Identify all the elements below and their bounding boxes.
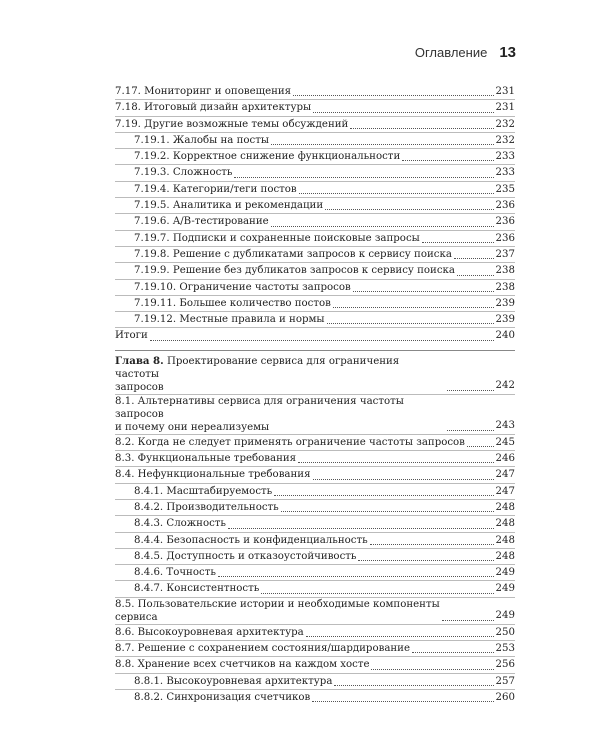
dot-leader — [234, 177, 493, 178]
toc-entry-8-4-7[interactable] — [115, 580, 515, 596]
toc-entry-8-2[interactable] — [115, 434, 515, 450]
toc-entry-page: 232 — [495, 134, 515, 146]
toc-entry-title: 7.17. Мониторинг и оповещения — [115, 86, 292, 97]
toc-entry-title: 8.4.3. Сложность — [134, 518, 226, 530]
dot-leader — [271, 144, 494, 145]
toc-entry-7-19-12[interactable] — [115, 311, 515, 327]
dot-leader — [454, 258, 494, 259]
toc-entry-7-19[interactable] — [115, 116, 515, 132]
page-number: 13 — [499, 44, 516, 61]
toc-entry-page: 233 — [495, 167, 515, 179]
running-header-title: Оглавление — [414, 45, 488, 60]
toc-entry-page: 249 — [495, 610, 515, 622]
toc-entry-title: 8.4.7. Консистентность — [134, 583, 260, 595]
dot-leader — [422, 242, 494, 243]
toc-entry-8-8-2[interactable] — [115, 689, 515, 705]
toc-entry-title: 7.19.1. Жалобы на посты — [134, 134, 269, 146]
toc-entry-8-7[interactable] — [115, 640, 515, 656]
dot-leader — [447, 430, 494, 431]
toc-entry-title — [115, 395, 445, 434]
dot-leader — [370, 544, 494, 545]
dot-leader — [412, 652, 494, 653]
dot-leader — [350, 128, 493, 129]
toc-entry-page: 245 — [495, 436, 515, 448]
toc-entry-page: 238 — [495, 265, 515, 277]
toc-entry-title-line1: 8.1. Альтернативы сервиса для ограничения частоты запросов — [115, 395, 404, 420]
toc-entry-page: 239 — [495, 314, 515, 326]
toc-entry-title: 7.18. Итоговый дизайн архитектуры — [115, 102, 312, 114]
toc-entry-page: 238 — [495, 281, 515, 293]
toc-entry-7-19-9[interactable] — [115, 262, 515, 278]
toc-chapter-title — [115, 355, 445, 394]
table-of-contents — [115, 84, 515, 705]
toc-entry-page: 248 — [495, 550, 515, 562]
dot-leader — [313, 112, 493, 113]
toc-entry-title: 8.8. Хранение всех счетчиков на каждом хосте — [115, 659, 370, 671]
toc-entry-title: 8.4.4. Безопасность и конфиденциальность — [134, 534, 368, 546]
toc-entry-7-19-4[interactable] — [115, 181, 515, 197]
dot-leader — [293, 95, 493, 96]
toc-entry-title — [115, 598, 440, 624]
toc-entry-title-line1: 8.5. Пользовательские истории и необходимые компоненты — [115, 598, 440, 610]
toc-entry-title: 7.19.4. Категории/теги постов — [134, 183, 297, 195]
dot-leader — [353, 291, 494, 292]
toc-entry-page: 242 — [495, 380, 515, 392]
toc-entry-8-4-1[interactable] — [115, 483, 515, 499]
toc-entry-title: 8.4.2. Производительность — [134, 501, 279, 513]
toc-entry-title: 7.19.3. Сложность — [134, 167, 233, 179]
toc-entry-page: 231 — [495, 86, 515, 97]
toc-entry-page: 239 — [495, 297, 515, 309]
dot-leader — [327, 323, 494, 324]
toc-entry-8-4-5[interactable] — [115, 548, 515, 564]
toc-entry-page: 236 — [495, 232, 515, 244]
dot-leader — [274, 495, 493, 496]
dot-leader — [442, 620, 494, 621]
toc-entry-8-8-1[interactable] — [115, 673, 515, 689]
toc-entry-title: 7.19.5. Аналитика и рекомендации — [134, 200, 324, 212]
toc-entry-page: 247 — [495, 485, 515, 497]
toc-entry-title: 7.19.6. A/B-тестирование — [134, 216, 269, 228]
toc-entry-page: 232 — [495, 118, 515, 130]
dot-leader — [312, 701, 493, 702]
toc-entry-title: 8.4.6. Точность — [134, 567, 216, 579]
toc-entry-8-5[interactable] — [115, 597, 515, 624]
dot-leader — [218, 576, 494, 577]
toc-entry-page: 235 — [495, 183, 515, 195]
toc-entry-title: 7.19.12. Местные правила и нормы — [134, 314, 325, 326]
toc-entry-page: 246 — [495, 453, 515, 465]
toc-entry-title: 7.19.8. Решение с дубликатами запросов к сервису поиска — [134, 248, 452, 260]
toc-entry-7-19-10[interactable] — [115, 279, 515, 295]
dot-leader — [447, 390, 494, 391]
toc-entry-7-19-1[interactable] — [115, 132, 515, 148]
toc-entry-8-1[interactable] — [115, 394, 515, 434]
toc-entry-8-4[interactable] — [115, 466, 515, 482]
toc-entry-title-line2: и почему они нереализуемы — [115, 421, 270, 433]
toc-entry-summary[interactable] — [115, 327, 515, 343]
toc-entry-title: 8.2. Когда не следует применять ограничение частоты запросов — [115, 436, 465, 448]
toc-entry-title: 7.19.10. Ограничение частоты запросов — [134, 281, 351, 293]
toc-chapter-title-line2: запросов — [115, 381, 164, 393]
toc-entry-8-6[interactable] — [115, 624, 515, 640]
dot-leader — [333, 307, 494, 308]
toc-entry-page: 237 — [495, 248, 515, 260]
toc-entry-title-line2: сервиса — [115, 611, 158, 623]
toc-entry-8-4-6[interactable] — [115, 564, 515, 580]
toc-entry-page: 260 — [495, 691, 515, 703]
toc-entry-page: 253 — [495, 643, 515, 655]
dot-leader — [402, 160, 493, 161]
dot-leader — [228, 528, 494, 529]
toc-entry-7-19-8[interactable] — [115, 246, 515, 262]
toc-entry-7-18[interactable] — [115, 99, 515, 115]
toc-entry-page: 236 — [495, 200, 515, 212]
dot-leader — [313, 479, 494, 480]
toc-entry-page: 248 — [495, 501, 515, 513]
toc-entry-title: 7.19. Другие возможные темы обсуждений — [115, 118, 349, 130]
dot-leader — [358, 560, 493, 561]
dot-leader — [325, 209, 493, 210]
toc-entry-8-3[interactable] — [115, 450, 515, 466]
toc-chapter-8[interactable] — [115, 350, 515, 394]
toc-chapter-title-line1 — [115, 355, 445, 381]
toc-entry-page: 243 — [495, 420, 515, 432]
toc-entry-7-19-7[interactable] — [115, 230, 515, 246]
toc-entry-title: Итоги — [115, 330, 148, 342]
dot-leader — [281, 511, 494, 512]
toc-entry-page: 233 — [495, 151, 515, 163]
toc-entry-page: 249 — [495, 583, 515, 595]
toc-entry-title: 8.4.1. Масштабируемость — [134, 485, 273, 497]
toc-entry-8-4-4[interactable] — [115, 532, 515, 548]
toc-chapter-label: Глава 8. — [115, 354, 164, 367]
dot-leader — [306, 636, 494, 637]
toc-entry-title: 7.19.11. Большее количество постов — [134, 297, 331, 309]
dot-leader — [298, 462, 493, 463]
toc-entry-7-17[interactable] — [115, 84, 515, 99]
dot-leader — [299, 193, 494, 194]
toc-chapter-title-text: Проектирование сервиса для ограничения частоты — [115, 355, 400, 380]
toc-entry-title: 8.6. Высокоуровневая архитектура — [115, 626, 304, 638]
toc-entry-8-4-3[interactable] — [115, 515, 515, 531]
toc-entry-page: 248 — [495, 534, 515, 546]
toc-entry-7-19-6[interactable] — [115, 213, 515, 229]
toc-entry-7-19-3[interactable] — [115, 164, 515, 180]
dot-leader — [371, 669, 493, 670]
toc-entry-title: 8.8.2. Синхронизация счетчиков — [134, 691, 311, 703]
toc-entry-7-19-11[interactable] — [115, 295, 515, 311]
toc-entry-title: 7.19.9. Решение без дубликатов запросов к сервису поиска — [134, 265, 455, 277]
toc-entry-title: 8.4. Нефункциональные требования — [115, 469, 311, 481]
dot-leader — [150, 340, 494, 341]
toc-entry-8-8[interactable] — [115, 656, 515, 672]
toc-entry-page: 247 — [495, 469, 515, 481]
toc-entry-title: 8.3. Функциональные требования — [115, 453, 297, 465]
dot-leader — [261, 593, 493, 594]
toc-entry-page: 236 — [495, 216, 515, 228]
toc-entry-page: 256 — [495, 659, 515, 671]
running-header — [415, 44, 516, 61]
toc-entry-title: 7.19.7. Подписки и сохраненные поисковые запросы — [134, 232, 420, 244]
toc-entry-title: 8.4.5. Доступность и отказоустойчивость — [134, 550, 357, 562]
toc-entry-page: 249 — [495, 567, 515, 579]
toc-entry-page: 248 — [495, 518, 515, 530]
dot-leader — [457, 275, 494, 276]
dot-leader — [271, 226, 494, 227]
toc-entry-page: 250 — [495, 626, 515, 638]
toc-entry-title: 8.7. Решение с сохранением состояния/шардирование — [115, 643, 411, 655]
dot-leader — [467, 446, 494, 447]
toc-entry-page: 257 — [495, 675, 515, 687]
toc-entry-page: 240 — [495, 330, 515, 342]
toc-entry-page: 231 — [495, 102, 515, 114]
toc-entry-7-19-5[interactable] — [115, 197, 515, 213]
toc-entry-title: 8.8.1. Высокоуровневая архитектура — [134, 675, 333, 687]
toc-entry-title: 7.19.2. Корректное снижение функциональности — [134, 151, 401, 163]
toc-entry-7-19-2[interactable] — [115, 148, 515, 164]
toc-entry-8-4-2[interactable] — [115, 499, 515, 515]
dot-leader — [334, 685, 493, 686]
